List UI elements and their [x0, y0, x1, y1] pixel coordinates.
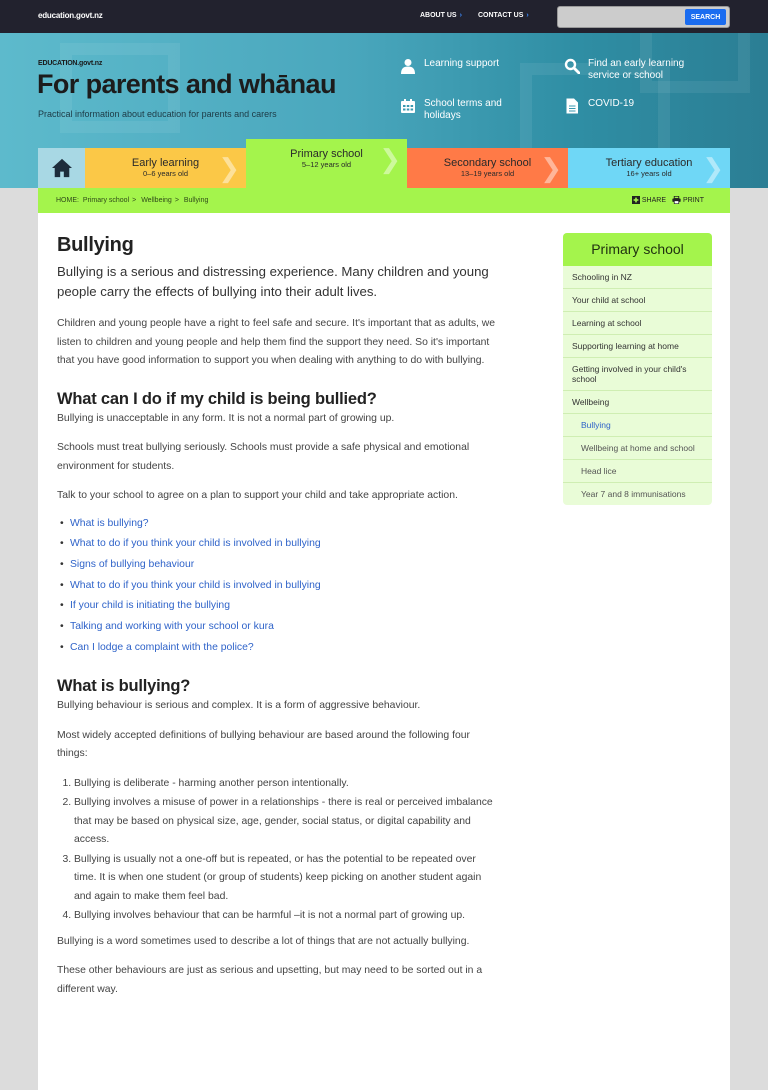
tab-secondary-school[interactable] — [407, 148, 568, 188]
tab-age-range: 13–19 years old — [460, 169, 515, 178]
link-child-involved[interactable]: What to do if you think your child is involved in bullying — [70, 538, 321, 550]
link-child-initiating[interactable]: If your child is initiating the bullying — [70, 600, 230, 612]
site-home-link[interactable]: education.govt.nz — [38, 11, 103, 20]
list-item — [57, 596, 497, 617]
person-icon — [400, 58, 416, 74]
search-input[interactable] — [558, 7, 683, 27]
print-button[interactable] — [672, 196, 704, 204]
sidebar-item-schooling-in-nz[interactable]: Schooling in NZ — [563, 266, 712, 289]
school-terms-label: School terms and holidays — [424, 98, 502, 121]
list-item: 1. Bullying is deliberate - harming another person intentionally. — [74, 775, 497, 794]
tab-age-range: 5–12 years old — [301, 160, 352, 169]
page-tools — [632, 196, 704, 204]
printer-icon — [672, 196, 681, 204]
chevron-right-icon: ❯ — [540, 153, 562, 183]
sidebar-item-your-child-at-school[interactable]: Your child at school — [563, 289, 712, 312]
paragraph: Bullying is unacceptable in any form. It is not a normal part of growing up. — [57, 412, 395, 424]
breadcrumb-bar — [38, 188, 730, 213]
tab-label: Primary school — [290, 148, 363, 160]
find-school-label: Find an early learning service or school — [588, 58, 685, 81]
list-item: 4. Bullying involves behaviour that can be harmful –it is not a normal part of growing up. — [74, 907, 497, 926]
list-item: 3. Bullying is usually not a one-off but is repeated, or has the potential to be repeated over time. It is when one student (or group of students) keep picking on another student again and again to make them feel bad. — [74, 851, 497, 907]
link-what-is-bullying[interactable]: What is bullying? — [70, 517, 149, 529]
article-intro: Children and young people have a right to feel safe and secure. It's important that as adults, we listen to children and young people and help them find the support they need. So it's important that you have good information to support you when dealing with anything to do with bullying. — [57, 318, 496, 366]
list-item — [57, 638, 497, 659]
paragraph: Schools must treat bullying seriously. Schools must provide a safe physical and emotional environment for students. — [57, 442, 470, 472]
covid-link[interactable] — [564, 98, 714, 114]
learning-support-link[interactable] — [400, 58, 540, 74]
chevron-right-icon: › — [459, 12, 462, 19]
paragraph: Most widely accepted definitions of bullying behaviour are based around the following four things: — [57, 729, 470, 760]
tab-home[interactable] — [38, 148, 85, 188]
school-terms-link[interactable] — [400, 98, 540, 122]
main-panel — [38, 213, 730, 1090]
chevron-right-icon: ❯ — [379, 144, 401, 174]
link-working-with-school[interactable]: Talking and working with your school or kura — [70, 621, 274, 633]
sidebar-item-wellbeing-home-school[interactable]: Wellbeing at home and school — [563, 437, 712, 460]
section-heading: What is bullying? — [57, 677, 191, 696]
find-school-link[interactable] — [564, 58, 714, 82]
chevron-right-icon: ❯ — [218, 153, 240, 183]
sidebar-item-supporting-learning[interactable]: Supporting learning at home — [563, 335, 712, 358]
search-icon — [564, 58, 580, 74]
about-us-label: ABOUT US — [420, 12, 457, 19]
category-tabs — [38, 144, 730, 188]
document-icon — [564, 98, 580, 114]
brand-logo-text: EDUCATION.govt.nz — [38, 60, 103, 67]
share-button[interactable] — [632, 196, 666, 204]
learning-support-label: Learning support — [424, 58, 500, 69]
plus-square-icon — [632, 196, 640, 204]
paragraph: Bullying behaviour is serious and complex. It is a form of aggressive behaviour. — [57, 700, 421, 712]
tab-label: Secondary school — [443, 157, 532, 169]
tab-age-range: 0–6 years old — [142, 169, 189, 178]
chevron-right-icon: › — [526, 12, 529, 19]
link-child-involved-2[interactable]: What to do if you think your child is involved in bullying — [70, 579, 321, 591]
breadcrumb-primary-school[interactable]: Primary school — [82, 197, 130, 204]
paragraph: Talk to your school to agree on a plan to support your child and take appropriate action. — [57, 490, 458, 501]
breadcrumb-home[interactable]: HOME: — [56, 197, 79, 204]
paragraph: Bullying is a word sometimes used to describe a lot of things that are not actually bullying. — [57, 935, 470, 947]
link-signs-of-bullying[interactable]: Signs of bullying behaviour — [70, 558, 195, 570]
print-label: PRINT — [683, 196, 704, 204]
list-item — [57, 576, 497, 597]
paragraph: These other behaviours are just as serious and upsetting, but may need to be sorted out in a different way. — [57, 965, 483, 995]
breadcrumb-separator: > — [174, 197, 179, 204]
breadcrumb-separator: > — [132, 197, 137, 204]
calendar-icon — [400, 98, 416, 114]
tab-primary-school[interactable] — [246, 139, 407, 188]
tab-age-range: 16+ years old — [626, 169, 672, 178]
search-box — [557, 6, 730, 28]
list-item: 2. Bullying involves a misuse of power in a relationships - there is real or perceived imbalance that may be based on physical size, age, gender, social status, or digital capability and access. — [74, 794, 497, 850]
sidebar-item-getting-involved[interactable]: Getting involved in your child's school — [563, 358, 712, 391]
breadcrumb-wellbeing[interactable]: Wellbeing — [141, 197, 172, 204]
breadcrumb-bullying[interactable]: Bullying — [183, 197, 209, 204]
section-heading: What can I do if my child is being bullied? — [57, 389, 377, 408]
article-lead: Bullying is a serious and distressing experience. Many children and young people carry the effects of bullying into their adult lives. — [57, 264, 489, 299]
sidebar-item-immunisations[interactable]: Year 7 and 8 immunisations — [581, 489, 686, 499]
covid-label: COVID-19 — [588, 98, 635, 109]
section-links — [57, 514, 497, 659]
site-title: For parents and whānau — [37, 69, 336, 99]
tab-early-learning[interactable] — [85, 148, 246, 188]
top-utility-bar — [0, 0, 768, 33]
breadcrumb — [56, 197, 208, 204]
contact-us-label: CONTACT US — [478, 12, 524, 19]
list-item — [57, 555, 497, 576]
chevron-right-icon: ❯ — [702, 153, 724, 183]
page-title: Bullying — [57, 234, 134, 256]
section-sidebar-nav — [563, 233, 712, 505]
sidebar-item-head-lice[interactable]: Head lice — [563, 460, 712, 483]
definition-list — [57, 775, 497, 926]
tab-label: Early learning — [131, 157, 200, 169]
article — [57, 233, 497, 999]
list-item — [57, 534, 497, 555]
tab-label: Tertiary education — [605, 157, 693, 169]
home-icon — [51, 158, 73, 178]
about-us-link[interactable] — [420, 12, 462, 19]
sidebar-item-learning-at-school[interactable]: Learning at school — [563, 312, 712, 335]
list-item — [57, 617, 497, 638]
site-tagline: Practical information about education for parents and carers — [38, 109, 277, 119]
list-item — [57, 514, 497, 535]
link-complaint-police[interactable]: Can I lodge a complaint with the police? — [70, 641, 254, 653]
search-button[interactable]: SEARCH — [685, 9, 726, 25]
sidebar-item-bullying[interactable]: Bullying — [563, 414, 712, 437]
contact-us-link[interactable] — [478, 12, 529, 19]
sidebar-heading[interactable]: Primary school — [563, 233, 712, 266]
tab-tertiary-education[interactable] — [568, 148, 730, 188]
share-label: SHARE — [641, 196, 666, 204]
sidebar-item-wellbeing[interactable]: Wellbeing — [563, 391, 712, 414]
